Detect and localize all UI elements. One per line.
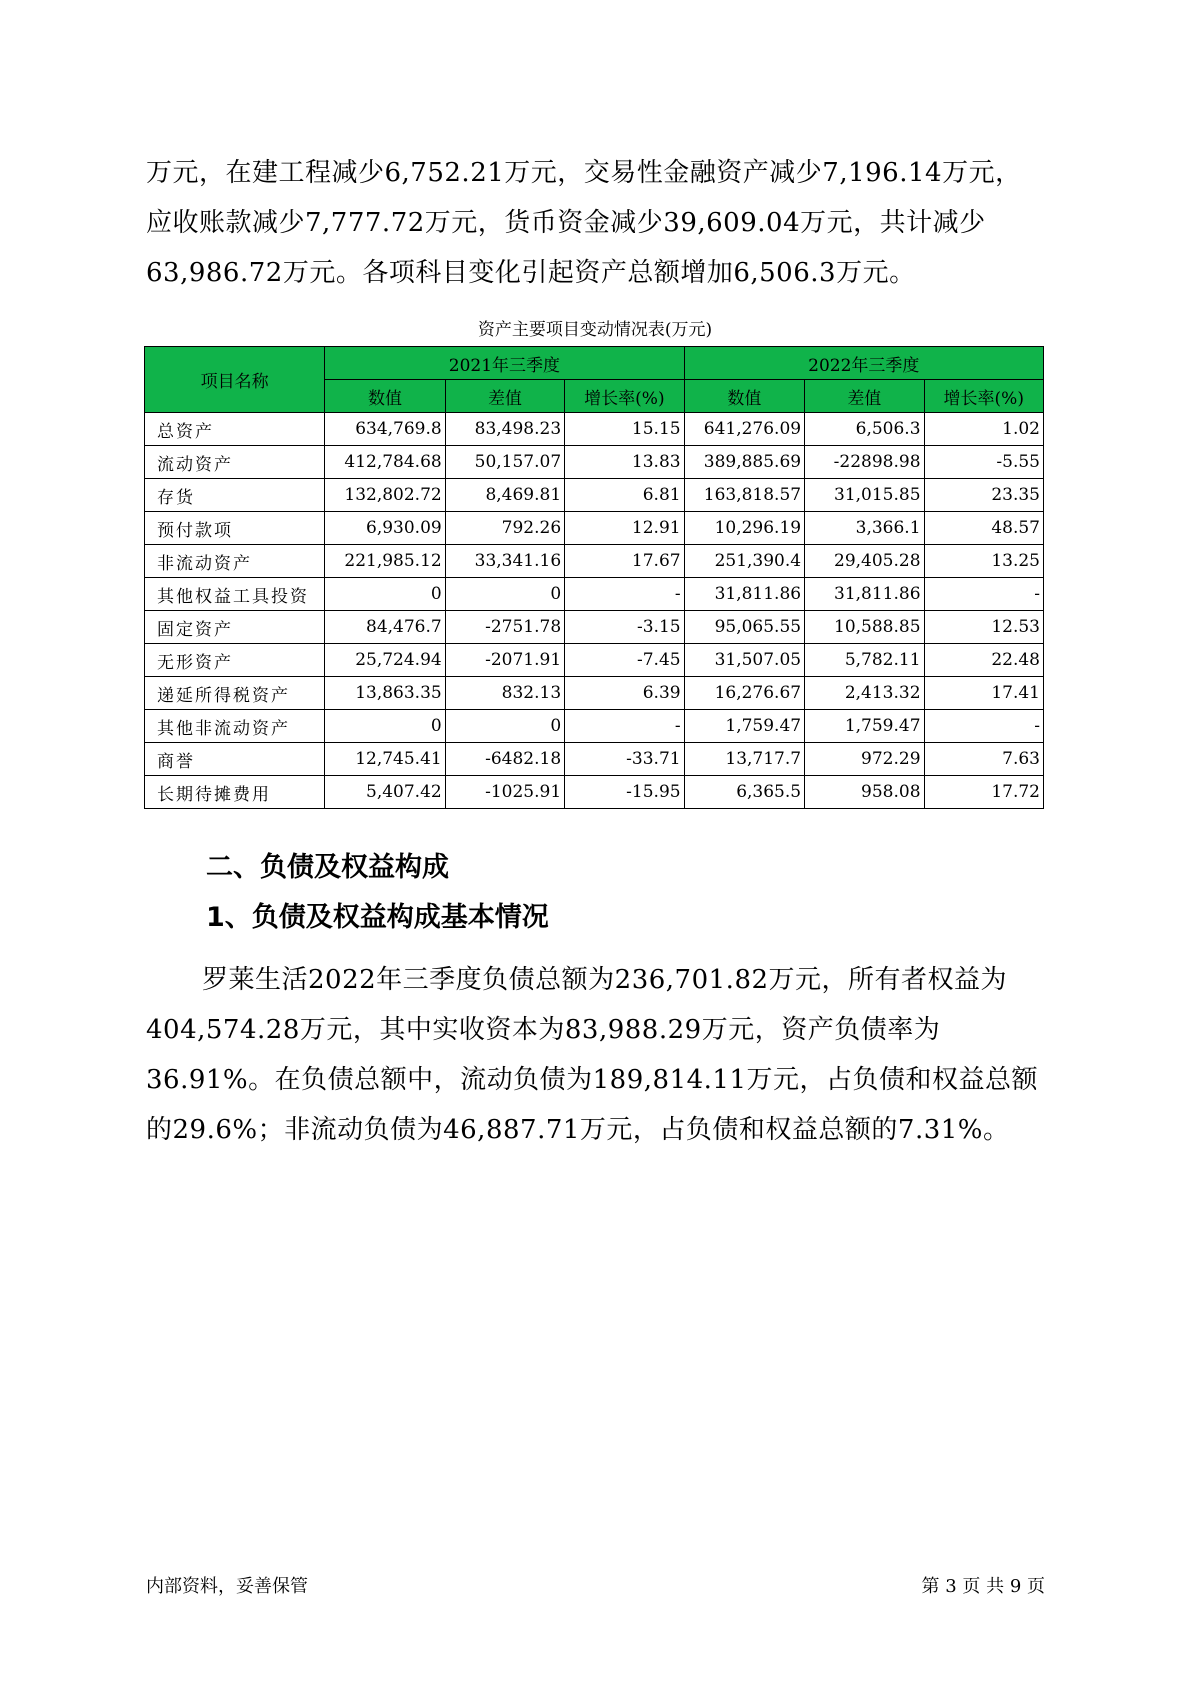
table-cell: -6482.18 (445, 743, 564, 776)
footer-confidential: 内部资料，妥善保管 (146, 1576, 308, 1597)
table-cell: 33,341.16 (445, 545, 564, 578)
row-label: 商誉 (145, 743, 325, 776)
table-cell: 641,276.09 (684, 413, 805, 446)
table-cell: 8,469.81 (445, 479, 564, 512)
row-label: 其他非流动资产 (145, 710, 325, 743)
table-cell: -2751.78 (445, 611, 564, 644)
table-row (145, 611, 1044, 644)
section-heading: 二、负债及权益构成 (206, 852, 449, 883)
table-cell: 13.83 (565, 446, 684, 479)
table-cell: 16,276.67 (684, 677, 805, 710)
header-col: 差值 (445, 380, 564, 413)
table-cell: 0 (445, 578, 564, 611)
table-cell: 12,745.41 (325, 743, 446, 776)
table-cell: 2,413.32 (805, 677, 924, 710)
header-col: 数值 (684, 380, 805, 413)
table-cell: 1,759.47 (684, 710, 805, 743)
table-cell: 15.15 (565, 413, 684, 446)
table-cell: 31,507.05 (684, 644, 805, 677)
header-item-name: 项目名称 (145, 347, 325, 413)
table-cell: 23.35 (924, 479, 1043, 512)
table-cell: 389,885.69 (684, 446, 805, 479)
table-cell: 792.26 (445, 512, 564, 545)
table-cell: - (924, 578, 1043, 611)
row-label: 非流动资产 (145, 545, 325, 578)
header-col: 差值 (805, 380, 924, 413)
table-row (145, 413, 1044, 446)
table-cell: 0 (325, 710, 446, 743)
table-cell: -33.71 (565, 743, 684, 776)
table-cell: - (924, 710, 1043, 743)
table-cell: -7.45 (565, 644, 684, 677)
table-cell: 22.48 (924, 644, 1043, 677)
table-cell: 50,157.07 (445, 446, 564, 479)
table-cell: 13.25 (924, 545, 1043, 578)
table-row (145, 512, 1044, 545)
table-cell: 31,811.86 (684, 578, 805, 611)
table-cell: -22898.98 (805, 446, 924, 479)
table-row (145, 677, 1044, 710)
table-cell: 972.29 (805, 743, 924, 776)
table-cell: 0 (325, 578, 446, 611)
row-label: 其他权益工具投资 (145, 578, 325, 611)
header-period-2021: 2021年三季度 (325, 347, 684, 380)
table-cell: 251,390.4 (684, 545, 805, 578)
table-caption: 资产主要项目变动情况表(万元) (477, 320, 713, 340)
table-cell: - (565, 710, 684, 743)
table-row (145, 578, 1044, 611)
table-cell: -3.15 (565, 611, 684, 644)
table-cell: 634,769.8 (325, 413, 446, 446)
table-cell: -5.55 (924, 446, 1043, 479)
row-label: 无形资产 (145, 644, 325, 677)
table-cell: 12.91 (565, 512, 684, 545)
table-cell: 221,985.12 (325, 545, 446, 578)
table-cell: -15.95 (565, 776, 684, 809)
footer-page-number: 第 3 页 共 9 页 (921, 1576, 1045, 1597)
row-label: 递延所得税资产 (145, 677, 325, 710)
table-row (145, 776, 1044, 809)
intro-paragraph: 万元，在建工程减少6,752.21万元，交易性金融资产减少7,196.14万元，应收账款减少7,777.72万元，货币资金减少39,609.04万元，共计减少63,986.72万元。各项科目变化引起资产总额增加6,506.3万元。 (146, 158, 1022, 288)
table-row (145, 710, 1044, 743)
row-label: 总资产 (145, 413, 325, 446)
row-label: 流动资产 (145, 446, 325, 479)
header-period-2022: 2022年三季度 (684, 347, 1043, 380)
table-cell: 84,476.7 (325, 611, 446, 644)
table-cell: 10,588.85 (805, 611, 924, 644)
header-col: 增长率(%) (924, 380, 1043, 413)
table-cell: 29,405.28 (805, 545, 924, 578)
table-cell: 1.02 (924, 413, 1043, 446)
table-cell: 6.39 (565, 677, 684, 710)
table-cell: - (565, 578, 684, 611)
row-label: 预付款项 (145, 512, 325, 545)
table-cell: -1025.91 (445, 776, 564, 809)
table-cell: 10,296.19 (684, 512, 805, 545)
table-cell: 13,863.35 (325, 677, 446, 710)
table-cell: 412,784.68 (325, 446, 446, 479)
row-label: 长期待摊费用 (145, 776, 325, 809)
table-cell: 958.08 (805, 776, 924, 809)
subsection-heading: 1、负债及权益构成基本情况 (206, 902, 549, 933)
table-cell: 163,818.57 (684, 479, 805, 512)
table-cell: 6,930.09 (325, 512, 446, 545)
table-cell: 25,724.94 (325, 644, 446, 677)
table-cell: 13,717.7 (684, 743, 805, 776)
row-label: 存货 (145, 479, 325, 512)
table-cell: 3,366.1 (805, 512, 924, 545)
table-cell: 0 (445, 710, 564, 743)
table-cell: 6.81 (565, 479, 684, 512)
table-cell: 95,065.55 (684, 611, 805, 644)
table-cell: 1,759.47 (805, 710, 924, 743)
table-cell: 6,365.5 (684, 776, 805, 809)
table-cell: 7.63 (924, 743, 1043, 776)
table-row (145, 545, 1044, 578)
table-cell: 83,498.23 (445, 413, 564, 446)
table-cell: 12.53 (924, 611, 1043, 644)
table-cell: 5,782.11 (805, 644, 924, 677)
asset-change-table (144, 346, 1044, 809)
table-cell: 6,506.3 (805, 413, 924, 446)
liability-paragraph: 罗莱生活2022年三季度负债总额为236,701.82万元，所有者权益为404,574.28万元，其中实收资本为83,988.29万元，资产负债率为36.91%。在负债总额中，流动负债为189,814.11万元，占负债和权益总额的29.6%；非流动负债为46,887.71万元，占负债和权益总额的7.31%。 (146, 965, 1039, 1145)
row-label: 固定资产 (145, 611, 325, 644)
table-row (145, 446, 1044, 479)
table-cell: 5,407.42 (325, 776, 446, 809)
table-cell: -2071.91 (445, 644, 564, 677)
table-cell: 48.57 (924, 512, 1043, 545)
table-row (145, 479, 1044, 512)
table-row (145, 644, 1044, 677)
table-cell: 132,802.72 (325, 479, 446, 512)
table-cell: 17.41 (924, 677, 1043, 710)
table-cell: 17.67 (565, 545, 684, 578)
table-cell: 31,015.85 (805, 479, 924, 512)
table-cell: 17.72 (924, 776, 1043, 809)
table-row (145, 743, 1044, 776)
header-col: 数值 (325, 380, 446, 413)
table-cell: 832.13 (445, 677, 564, 710)
header-col: 增长率(%) (565, 380, 684, 413)
table-cell: 31,811.86 (805, 578, 924, 611)
